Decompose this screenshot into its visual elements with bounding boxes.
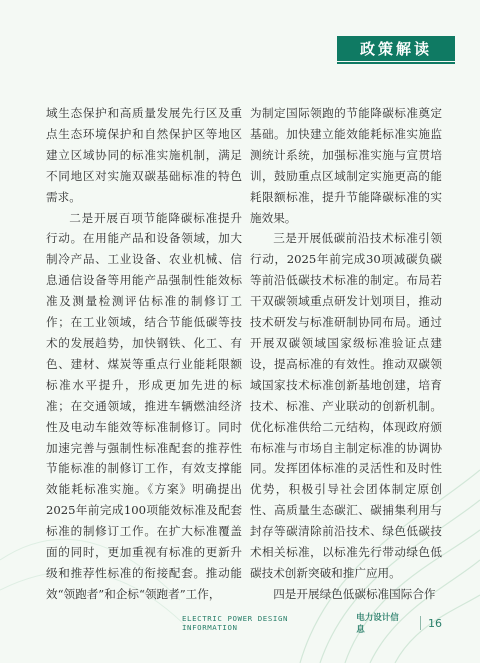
paragraph: 二是开展百项节能降碳标准提升行动。在用能产品和设备领域，加大制冷产品、工业设备、农业机械、信息通信设备等用能产品强制性能效标准及测量检测评估标准的制修订工作；在工业领域，结合节能低碳等技术的发展趋势，加快钢铁、化工、有色、建材、煤炭等重点行业能耗限额标准水平提升，形成更加先进的标准；在交通领域，推进车辆燃油经济性及电动车能效等标准制修订。同时加速完善与强制性标准配套的推荐性节能标准的制修订工作，有效支撑能效能耗标准实施。《方案》明确提出2025年前完成100项能效标准及配套标准的制修订工作。在扩大标准覆盖面的同时，更加重视有标准的更新升级和推荐性标准的衔接配套。推动能效“领跑者”和企标“领跑者”工作， (46, 210, 242, 601)
paragraph: 四是开展绿色低碳标准国际合作 (273, 586, 436, 601)
page-footer (182, 613, 442, 633)
journal-name-cn: 电力设计信息 (356, 613, 399, 635)
section-header (337, 36, 455, 61)
paragraph: 域生态保护和高质量发展先行区及重点生态环境保护和自然保护区等地区建立区域协同的标准实施机制，满足不同地区对实施双碳基础标准的特色需求。 (46, 106, 242, 204)
left-text-column (46, 103, 242, 605)
right-text-column (250, 103, 442, 605)
paragraph: 为制定国际领跑的节能降碳标准奠定基础。加快建立能效能耗标准实施监测统计系统，加强标准实施与宣贯培训，鼓励重点区域制定实施更高的能耗限额标准，提升节能降碳标准的实施效果。 (250, 106, 442, 225)
header-underline (337, 62, 455, 64)
paragraph: 三是开展低碳前沿技术标准引领行动，2025年前完成30项减碳负碳等前沿低碳技术标准的制定。布局若干双碳领域重点研发计划项目，推动技术研发与标准研制协同布局。通过开展双碳领域国家级标准验证点建设，提高标准的有效性。推动双碳领域国家技术标准创新基地创建，培育技术、标准、产业联动的创新机制。优化标准供给二元结构，体现政府颁布标准与市场自主制定标准的协调协同。发挥团体标准的灵活性和及时性优势，积极引导社会团体制定原创性、高质量生态碳汇、碳捕集利用与封存等碳清除前沿技术、绿色低碳技术相关标准，以标准先行带动绿色低碳技术创新突破和推广应用。 (250, 231, 442, 580)
page-number: 16 (428, 616, 442, 630)
footer-divider (420, 616, 421, 630)
section-title: 政策解读 (359, 40, 432, 58)
journal-name-en: ELECTRIC POWER DESIGN INFORMATION (182, 614, 289, 632)
